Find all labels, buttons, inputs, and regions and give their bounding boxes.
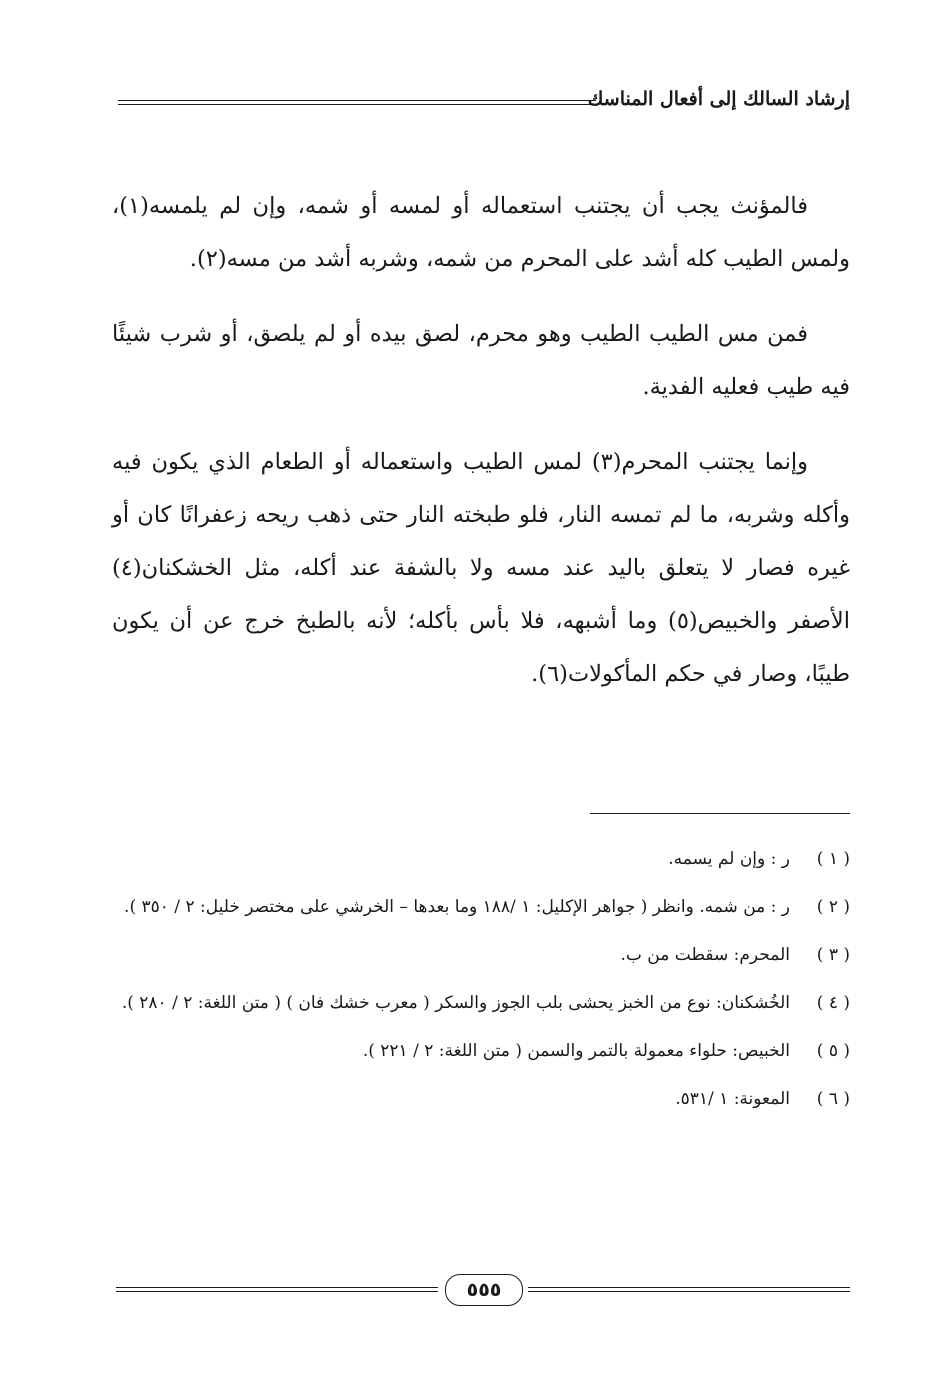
- footnote: [112, 934, 850, 977]
- footnote-text: المحرم: سقطت من ب.: [620, 945, 790, 965]
- footer-rule-line: [528, 1287, 850, 1288]
- footer-rule-line: [116, 1287, 438, 1288]
- footnote-number: ( ٣ ): [816, 945, 850, 965]
- header-double-rule: [118, 100, 596, 108]
- footer-rule-line: [528, 1291, 850, 1292]
- footnote: [112, 1030, 850, 1073]
- main-text: [112, 180, 850, 723]
- footnote-number: ( ٦ ): [816, 1089, 850, 1109]
- footnote: [112, 838, 850, 881]
- running-header: [118, 88, 850, 118]
- footnote: [112, 886, 850, 929]
- footer-rule-right: [528, 1287, 850, 1295]
- footnote: [112, 1078, 850, 1121]
- page-footer: [116, 1274, 850, 1308]
- paragraph: وإنما يجتنب المحرم(٣) لمس الطيب واستعماله أو الطعام الذي يكون فيه وأكله وشربه، ما لم تمسه النار، فلو طبخته النار حتى ذهب ريحه زعفرانًا كان أو غيره فصار لا يتعلق باليد عند مسه ولا بالشفة عند أكله، مثل الخشكنان(٤) الأصفر والخبيص(٥) وما أشبهه، فلا بأس بأكله؛ لأنه بالطبخ خرج عن أن يكون طيبًا، وصار في حكم المأكولات(٦).: [112, 449, 850, 687]
- header-rule-line: [118, 104, 596, 105]
- footnote-separator: [590, 813, 850, 814]
- footnote-text: ر : وإن لم يسمه.: [668, 849, 790, 869]
- paragraph: فالمؤنث يجب أن يجتنب استعماله أو لمسه أو شمه، وإن لم يلمسه(١)، ولمس الطيب كله أشد على المحرم من شمه، وشربه أشد من مسه(٢).: [112, 193, 850, 272]
- footnote-number: ( ١ ): [816, 849, 850, 869]
- footnote-text: المعونة: ١ /٥٣١.: [675, 1089, 790, 1109]
- footnote-text: الخبيص: حلواء معمولة بالتمر والسمن ( متن اللغة: ٢ / ٢٢١ ).: [362, 1041, 790, 1061]
- footnote-text: الخُشكنان: نوع من الخبز يحشى بلب الجوز والسكر ( معرب خشك فان ) ( متن اللغة: ٢ / ٢٨٠ ).: [121, 993, 790, 1013]
- footnotes-list: [112, 838, 850, 1126]
- footnote-number: ( ٥ ): [816, 1041, 850, 1061]
- footer-rule-line: [116, 1291, 438, 1292]
- book-title: إرشاد السالك إلى أفعال المناسك: [587, 88, 850, 110]
- header-rule-line: [118, 100, 596, 101]
- footer-rule-left: [116, 1287, 438, 1295]
- paragraph: فمن مس الطيب الطيب وهو محرم، لصق بيده أو لم يلصق، أو شرب شيئًا فيه طيب فعليه الفدية.: [112, 321, 850, 400]
- page-number: ٥٥٥: [445, 1274, 523, 1306]
- footnote-number: ( ٢ ): [816, 897, 850, 917]
- footnote-number: ( ٤ ): [816, 993, 850, 1013]
- footnote: [112, 982, 850, 1025]
- footnote-text: ر : من شمه. وانظر ( جواهر الإكليل: ١ /١٨٨ وما بعدها – الخرشي على مختصر خليل: ٢ / ٣٥٠ ).: [124, 897, 790, 917]
